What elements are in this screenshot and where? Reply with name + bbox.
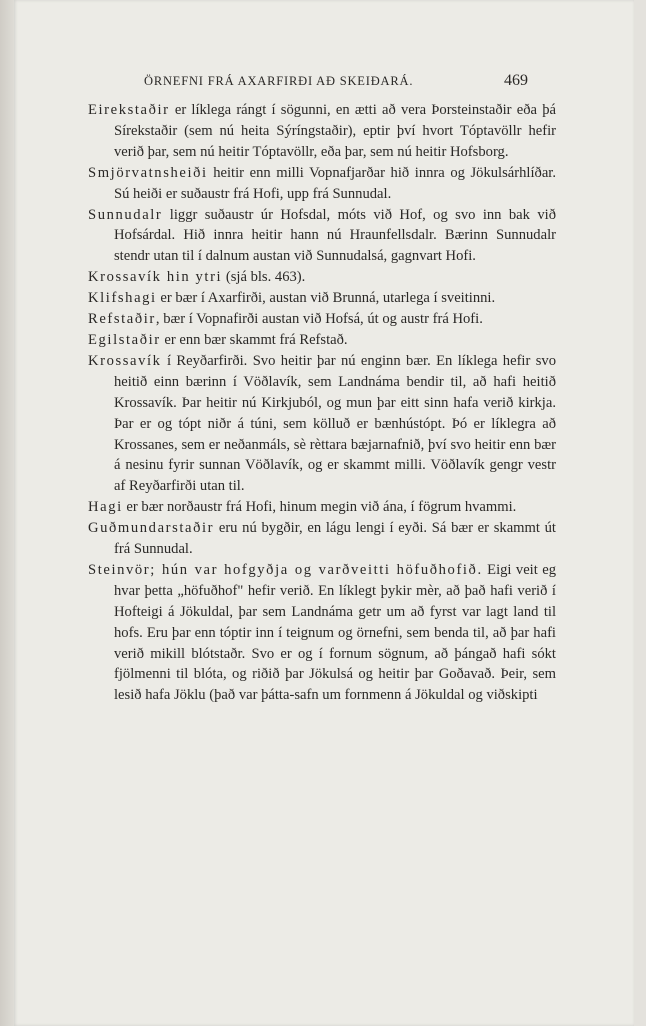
entry-steinvor bbox=[88, 560, 556, 706]
entry-term: Steinvör; hún var hofgyðja og varðveitti höfuðhofið. bbox=[88, 561, 483, 578]
book-page bbox=[14, 0, 634, 1026]
entry-text: er líklega rángt í sögunni, en ætti að vera Þorsteinstaðir eða þá Sírekstaðir (sem nú heita Sýríngstaðir), eptir því hvort Tóptavöllr hefir verið þar, sem nú heitir Tóptavöllr, eða þar, sem nú heitir Hofsborg. bbox=[114, 102, 556, 160]
entry-sunnudalr bbox=[88, 205, 556, 268]
entry-refstadir bbox=[88, 309, 556, 330]
entry-hagi bbox=[88, 497, 556, 518]
entry-term: Guðmundarstaðir bbox=[88, 520, 215, 537]
entry-term: Krossavík hin ytri bbox=[88, 269, 223, 286]
entry-term: Sunnudalr bbox=[88, 206, 163, 223]
page-body bbox=[88, 100, 556, 706]
page-number: 469 bbox=[504, 72, 528, 89]
entry-text: er enn bær skammt frá Refstað. bbox=[160, 331, 348, 348]
running-title: ÖRNEFNI FRÁ AXARFIRÐI AÐ SKEIÐARÁ. bbox=[144, 74, 414, 88]
entry-text: heitir enn milli Vopnafjarðar hið innra og Jökulsárhlíðar. Sú heiði er suðaustr frá Hofi, upp frá Sunnudal. bbox=[114, 164, 556, 202]
entry-text: Eigi veit eg hvar þetta „höfuðhof" hefir verið. En líklegt þykir mèr, að það hafi verið í Hofteigi á Jökuldal, þar sem Landnáma getr um að fyrst var lagt land til hofs. Eru þar enn tóptir inn í teignum og örnefni, sem benda til, að þar hafi verið mikill blótstaðr. Svo er og í fornum sögnum, að þángað hafi sókt fjölmenni til blóta, og riðið þar Jökulsá og heitir þar Goðavað. Þeir, sem lesið hafa Jöklu (það var þátta-safn um fornmenn á Jökuldal og viðskipti bbox=[114, 561, 556, 704]
entry-term: Klifshagi bbox=[88, 290, 157, 307]
page-header bbox=[144, 72, 528, 92]
entry-egilstadir bbox=[88, 330, 556, 351]
entry-text: liggr suðaustr úr Hofsdal, móts við Hof, og svo inn bak við Hofsárdal. Hið innra heitir hann nú Hraunfellsdalr. Bærinn Sunnudalr stendr utan til í dalnum austan við Sunnudalsá, gagnvart Hofi. bbox=[114, 206, 556, 265]
entry-text: eru nú bygðir, en lágu lengi í eyði. Sá bær er skammt út frá Sunnudal. bbox=[114, 520, 556, 558]
entry-text: , bær í Vopnafirði austan við Hofsá, út og austr frá Hofi. bbox=[155, 311, 483, 328]
entry-krossavik bbox=[88, 351, 556, 497]
entry-term: Eirekstaðir bbox=[88, 102, 170, 118]
entry-text: er bær norðaustr frá Hofi, hinum megin við ána, í fögrum hvammi. bbox=[122, 499, 517, 516]
entry-smjorvatnsheidi bbox=[88, 163, 556, 205]
entry-term: Krossavík bbox=[88, 352, 162, 369]
entry-klifshagi bbox=[88, 288, 556, 309]
page-edge bbox=[0, 0, 14, 1026]
entry-text: í Reyðarfirði. Svo heitir þar nú enginn bær. En líklega hefir svo heitið einn bærinn í Vöðlavík, sem Landnáma bendir til, að hafi heitið Krossavík. Þar heitir nú Kirkjuból, og mun þar eitt sinn hafa verið kirkja. Þar er og tópt niðr á túni, sem kölluð er bænhústópt. Þó er líklegra að Krossanes, sem er neðanmáls, sè rèttara bæjarnafnið, því svo heitir enn bær á nesinu fyrir sunnan Vöðlavík, og er skammt milli. Vöðlavík gengr vestr af Reyðarfirði utan til. bbox=[114, 352, 556, 495]
entry-term: Smjörvatnsheiði bbox=[88, 164, 208, 181]
entry-krossavik-hin-ytri bbox=[88, 267, 556, 288]
entry-gudmundarstadir bbox=[88, 518, 556, 560]
entry-term: Egilstaðir bbox=[88, 331, 161, 348]
entry-term: Refstaðir bbox=[88, 311, 156, 328]
entry-text: er bær í Axarfirði, austan við Brunná, utarlega í sveitinni. bbox=[156, 290, 496, 307]
entry-term: Hagi bbox=[88, 499, 123, 516]
entry-text: (sjá bls. 463). bbox=[222, 269, 306, 286]
entry-eirekstadir bbox=[88, 100, 556, 163]
